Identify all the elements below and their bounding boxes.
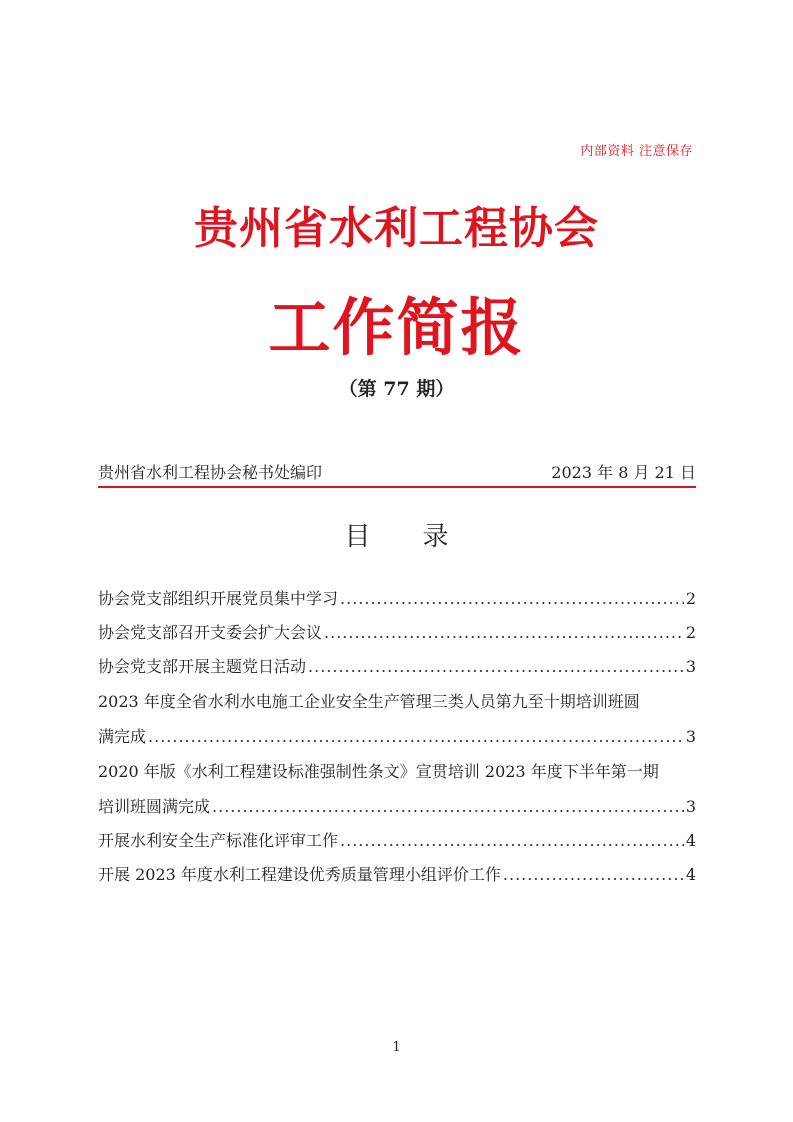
toc-entry[interactable] bbox=[98, 684, 696, 754]
toc-entry-page: 2 bbox=[685, 589, 696, 608]
toc-entry[interactable] bbox=[98, 650, 696, 684]
toc-heading-char-1: 目 bbox=[344, 522, 371, 552]
toc-heading-char-2: 录 bbox=[422, 522, 449, 552]
table-of-contents bbox=[98, 582, 696, 892]
toc-entry[interactable] bbox=[98, 858, 696, 892]
toc-entry-page: 2 bbox=[685, 623, 696, 642]
toc-entry-page: 3 bbox=[685, 727, 696, 746]
dot-leader bbox=[308, 650, 684, 684]
issue-number: （第 77 期） bbox=[338, 378, 455, 400]
dot-leader bbox=[503, 858, 684, 892]
toc-entry-page: 3 bbox=[685, 657, 696, 676]
toc-entry-title: 协会党支部组织开展党员集中学习 bbox=[98, 589, 339, 608]
toc-entry[interactable] bbox=[98, 824, 696, 858]
red-divider bbox=[98, 486, 696, 488]
toc-entry-page: 4 bbox=[685, 865, 696, 884]
toc-entry-title: 开展 2023 年度水利工程建设优秀质量管理小组评价工作 bbox=[98, 865, 501, 884]
page-number: 1 bbox=[392, 1040, 401, 1055]
toc-entry-page: 3 bbox=[685, 797, 696, 816]
toc-entry[interactable] bbox=[98, 616, 696, 650]
brief-title: 工作简报 bbox=[268, 291, 525, 364]
toc-entry-title: 培训班圆满完成 bbox=[98, 797, 211, 816]
dot-leader bbox=[324, 616, 684, 650]
dot-leader bbox=[340, 824, 684, 858]
editor-label: 贵州省水利工程协会秘书处编印 bbox=[98, 463, 323, 482]
dot-leader bbox=[212, 790, 684, 824]
toc-entry-title: 协会党支部开展主题党日活动 bbox=[98, 657, 307, 676]
dot-leader bbox=[148, 720, 684, 754]
toc-entry[interactable] bbox=[98, 754, 696, 824]
toc-entry[interactable] bbox=[98, 582, 696, 616]
toc-entry-title: 开展水利安全生产标准化评审工作 bbox=[98, 831, 339, 850]
publication-date: 2023 年 8 月 21 日 bbox=[551, 463, 696, 482]
toc-entry-title-line1: 2023 年度全省水利水电施工企业安全生产管理三类人员第九至十期培训班圆 bbox=[98, 692, 640, 711]
dot-leader bbox=[340, 582, 684, 616]
toc-heading bbox=[0, 516, 793, 553]
confidential-notice: 内部资料 注意保存 bbox=[580, 144, 693, 159]
toc-entry-page: 4 bbox=[685, 831, 696, 850]
toc-entry-title: 协会党支部召开支委会扩大会议 bbox=[98, 623, 323, 642]
toc-entry-title-line1: 2020 年版《水利工程建设标准强制性条文》宣贯培训 2023 年度下半年第一期 bbox=[98, 762, 659, 781]
toc-entry-title: 满完成 bbox=[98, 727, 147, 746]
organization-title: 贵州省水利工程协会 bbox=[194, 203, 599, 254]
